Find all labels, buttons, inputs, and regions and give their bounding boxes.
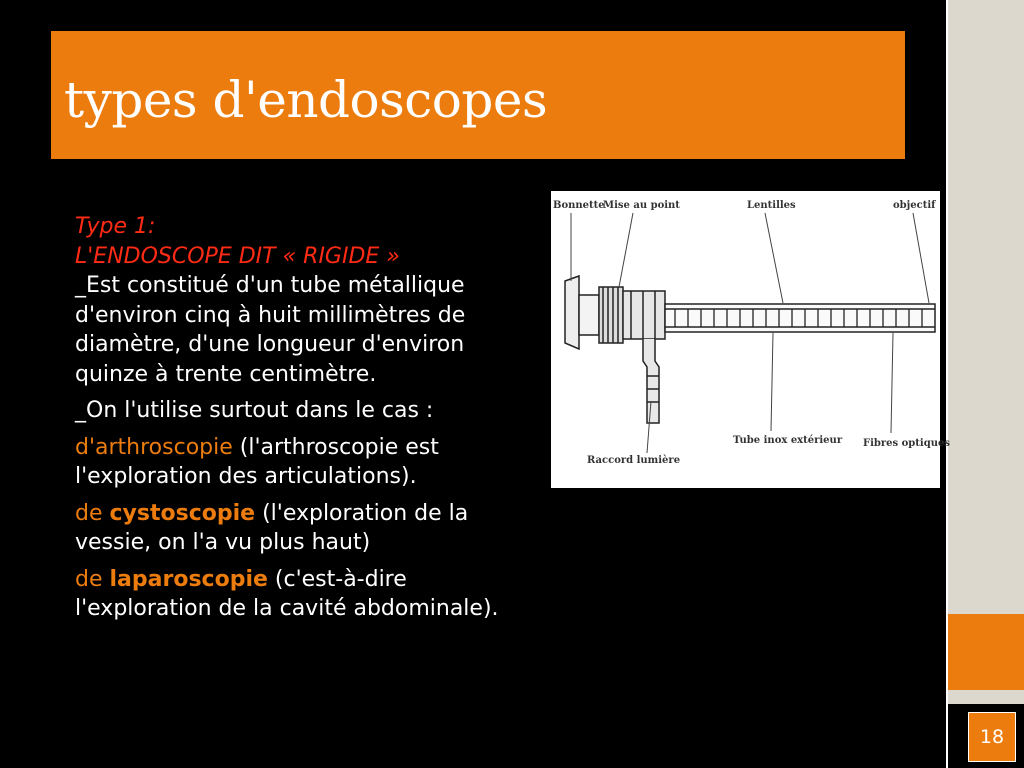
- body-text: [75, 212, 535, 624]
- laparoscopie-term: laparoscopie: [109, 566, 268, 592]
- arthroscopie-desc: (l'arthroscopie est l'exploration des articulations).: [75, 434, 439, 489]
- label-objectif: objectif: [893, 200, 936, 211]
- cystoscopie-prefix: de: [75, 500, 110, 526]
- laparoscopie-prefix: de: [75, 566, 110, 592]
- type-label: Type 1:: [75, 214, 156, 239]
- description-1: _Est constitué d'un tube métallique d'environ cinq à huit millimètres de diamètre, d'une longueur d'environ quinze à trente centimètre.: [75, 273, 466, 387]
- cystoscopie-term: cystoscopie: [109, 500, 256, 526]
- label-lentilles: Lentilles: [747, 200, 796, 211]
- label-fibres-optiques: Fibres optiques: [863, 438, 950, 449]
- sidebar-accent-block: [948, 614, 1024, 690]
- arthroscopie-item: [75, 433, 535, 492]
- page-number: 18: [968, 712, 1016, 762]
- label-mise-au-point: Mise au point: [603, 200, 680, 211]
- laparoscopie-desc: (c'est-à-dire l'exploration de la cavité abdominale).: [75, 566, 499, 621]
- arthroscopie-term: d'arthroscopie: [75, 434, 233, 460]
- cystoscopie-item: [75, 499, 535, 558]
- rigid-endoscope-illustration: [551, 191, 950, 488]
- laparoscopie-item: [75, 565, 535, 624]
- description-2: _On l'utilise surtout dans le cas :: [75, 398, 434, 423]
- label-bonnette: Bonnette: [553, 200, 605, 211]
- cystoscopie-desc: (l'exploration de la vessie, on l'a vu plus haut): [75, 500, 469, 555]
- type-name: L'ENDOSCOPE DIT « RIGIDE »: [75, 243, 400, 269]
- label-tube-inox: Tube inox extérieur: [733, 435, 843, 446]
- endoscope-drawing: [565, 276, 935, 423]
- endoscope-diagram: [551, 191, 950, 488]
- label-raccord-lumiere: Raccord lumière: [587, 455, 681, 466]
- slide-title: types d'endoscopes: [64, 71, 548, 129]
